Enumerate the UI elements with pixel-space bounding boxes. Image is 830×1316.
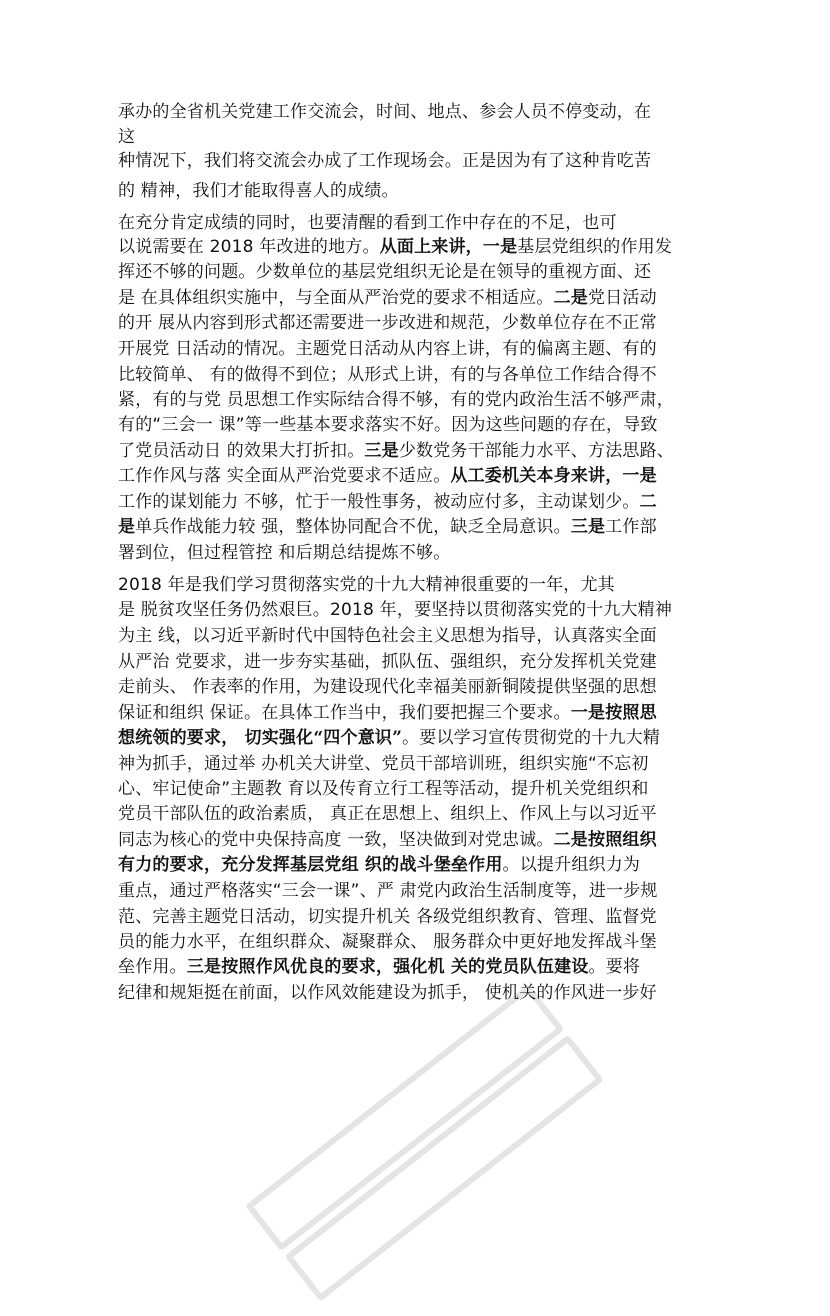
text-segment: 在充分肯定成绩的同时，也要清醒的看到工作中存在的不足，也可 [118,213,617,233]
text-segment: 二 [639,492,657,512]
text-segment: 以说需要在 2018 年改进的地方。 [118,237,380,257]
text-line [118,465,657,487]
text-line [118,126,135,148]
text-segment: 紧，有的与党 员思想工作实际结合得不够，有的党内政治生活不够严肃， [118,390,675,410]
text-segment: 工作的谋划能力 不够，忙于一般性事务，被动应付多，主动谋划少。 [118,492,640,512]
text-line [118,931,657,953]
text-segment: 。以提升组织力为 [502,855,641,875]
text-segment: 从严治 党要求，进一步夯实基础，抓队伍、强组织，充分发挥机关党建 [118,652,657,672]
text-line [118,982,657,1004]
text-line [118,312,657,334]
text-line [118,599,672,621]
text-segment: 署到位，但过程管控 和后期总结提炼不够。 [118,543,451,563]
text-segment: 纪律和规矩挺在前面，以作风效能建设为抓手， 使机关的作风进一步好 [118,983,657,1003]
text-segment: 一是按照思 [570,703,657,723]
text-segment: 有的“三会一 课”等一些基本要求落实不好。因为这些问题的存在，导致 [118,415,658,435]
text-line [118,389,674,411]
text-line [118,150,651,172]
text-segment: 承办的全省机关党建工作交流会，时间、地点、参会人员不停变动，在 [118,102,652,122]
text-line [118,778,649,800]
text-segment: 有力的要求，充分发挥基层党组 织的战斗堡垒作用 [118,855,503,875]
text-segment: 重点，通过严格落实“三会一课”、严 肃党内政治生活制度等，进一步规 [118,881,658,901]
text-segment: 员的能力水平，在组织群众、凝聚群众、 服务群众中更好地发挥战斗堡 [118,932,657,952]
text-line [118,676,657,698]
text-segment: 的开 展从内容到形式都还需要进一步改进和规范，少数单位存在不正常 [118,313,657,333]
text-segment: 走前头、 作表率的作用，为建设现代化幸福美丽新铜陵提供坚强的思想 [118,677,657,697]
text-segment: 了党员活动日 的效果大打折扣。 [118,441,365,461]
text-segment: 2018 年是我们学习贯彻落实党的十九大精神很重要的一年，尤其 [118,575,615,595]
text-segment: 垒作用。 [118,957,187,977]
text-line [118,440,674,462]
text-segment: 的 精神，我们才能取得喜人的成绩。 [118,181,399,201]
text-line [118,261,651,283]
text-segment: 种情况下，我们将交流会办成了工作现场会。正是因为有了这种肯吃苦 [118,151,652,171]
text-segment: 三是 [570,517,606,537]
text-line [118,236,672,258]
text-line [118,651,657,673]
text-line [118,880,658,902]
text-segment: 开展党 日活动的情况。主题党日活动从内容上讲，有的偏离主题、有的 [118,339,657,359]
text-segment: 一是 [622,466,657,486]
text-segment: 二是 [553,288,589,308]
text-line [118,101,651,123]
text-segment: 少数党务干部能力水平、方法思路、 [398,441,675,461]
text-segment: 。要以学习宣传贯彻党的十九大精 [402,728,661,748]
text-line [118,727,660,749]
text-segment: 从工委机关本身来讲， [450,466,623,486]
text-line [118,287,657,309]
text-segment: 同志为核心的党中央保持高度 一致，坚决做到对党忠诚。 [118,830,554,850]
text-line [118,753,649,775]
text-segment: 这 [118,127,136,147]
text-line [118,574,615,596]
text-segment: 工作部 [605,517,657,537]
text-line [118,491,657,513]
text-line [118,212,617,234]
text-line [118,180,399,202]
text-line [118,625,657,647]
text-segment: 为主 线，以习近平新时代中国特色社会主义思想为指导，认真落实全面 [118,626,657,646]
text-line [118,854,640,876]
text-line [118,803,657,825]
text-segment: 挥还不够的问题。少数单位的基层党组织无论是在领导的重视方面、还 [118,262,652,282]
text-segment: 党日活动 [588,288,657,308]
text-segment: 党员干部队伍的政治素质， 真正在思想上、组织上、作风上与以习近平 [118,804,657,824]
text-segment: 从面上来讲， [379,237,483,257]
text-line [118,956,640,978]
text-segment: 一是 [482,237,518,257]
text-segment: 三是按照作风优良的要求，强化机 关的党员队伍建设 [186,957,589,977]
text-line [118,542,450,564]
watermark-graphic [245,984,615,1316]
text-segment: 三是 [364,441,399,461]
text-line [118,516,657,538]
text-segment: 神为抓手，通过举 办机关大讲堂、党员干部培训班，组织实施“不忘初 [118,754,649,774]
text-segment: 是 脱贫攻坚任务仍然艰巨。2018 年，要坚持以贯彻落实党的十九大精神 [118,600,673,620]
text-segment: 是 在具体组织实施中，与全面从严治党的要求不相适应。 [118,288,554,308]
text-segment: 工作作风与落 实全面从严治党要求不适应。 [118,466,451,486]
text-segment: 范、完善主题党日活动，切实提升机关 各级党组织教育、管理、监督党 [118,907,657,927]
text-segment: 基层党组织的作用发 [517,237,673,257]
text-line [118,364,657,386]
text-segment: 比较简单、 有的做得不到位；从形式上讲，有的与各单位工作结合得不 [118,365,657,385]
text-line [118,906,657,928]
text-segment: 二是按照组织 [553,830,657,850]
text-segment: 保证和组织 保证。在具体工作当中，我们要把握三个要求。 [118,703,571,723]
text-segment: 。要将 [588,957,641,977]
text-line [118,338,657,360]
text-segment: 是 [118,517,136,537]
text-line [118,702,657,724]
text-segment: 心、牢记使命”主题教 育以及传育立行工程等活动，提升机关党组织和 [118,779,649,799]
text-segment: 想统领的要求， 切实强化“四个意识” [118,728,403,748]
text-line [118,829,657,851]
text-line [118,414,658,436]
text-segment: 单兵作战能力较 强，整体协同配合不优，缺乏全局意识。 [135,517,571,537]
